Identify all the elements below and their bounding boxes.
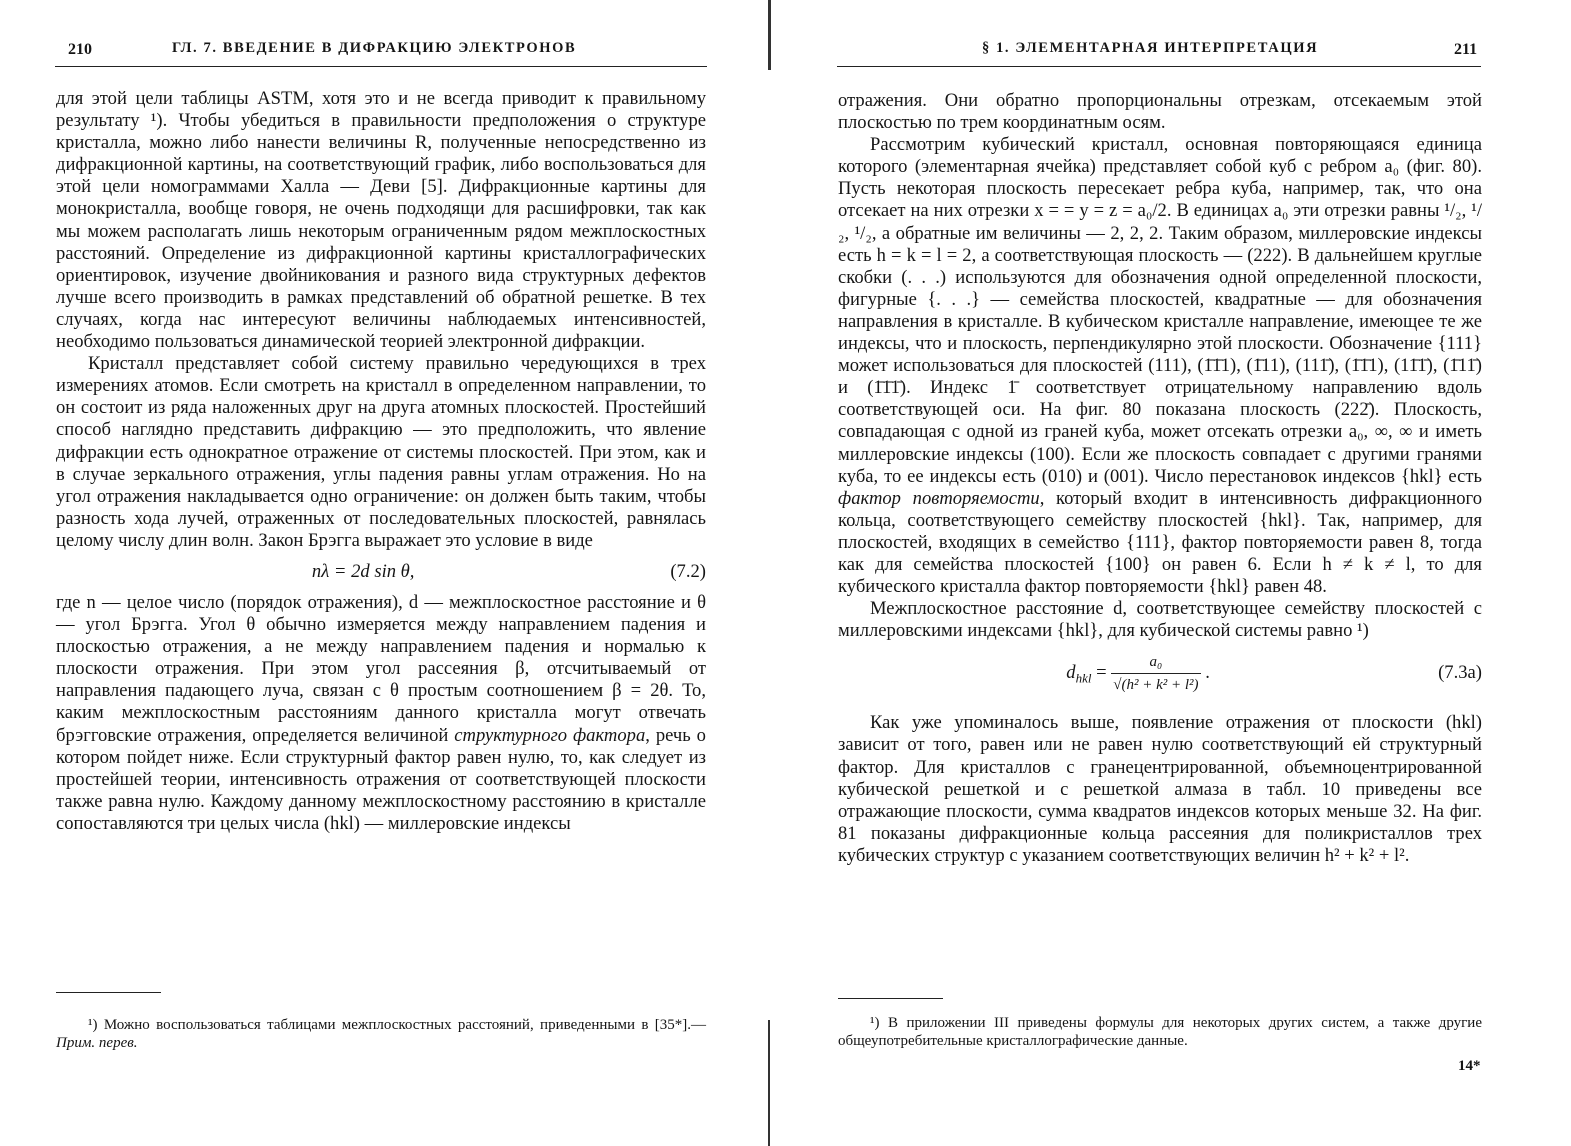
left-running-head: ГЛ. 7. ВВЕДЕНИЕ В ДИФРАКЦИЮ ЭЛЕКТРОНОВ <box>172 40 577 56</box>
repetition-factor-term: фактор повторяемости <box>838 487 1040 509</box>
right-paragraph-2: Рассмотрим кубический кристалл, основная повторяющаяся единица которого (элементарная ячейка) представляет собой куб с ребром a₀ (фиг. 80). Пусть некоторая плоскость пересекает ребра куба, например, так, что она отсекает на них отрезки x = = y = z = a₀/2. В единицах a₀ эти отрезки равны ¹/₂, ¹/₂, ¹/₂, а обратные им величины — 2, 2, 2. Таким образом, миллеровские индексы есть h = k = l = 2, а соответствующая плоскость — (222). В дальнейшем круглые скобки (. . .) используются для обозначения одной определенной плоскости, фигурные {. . .} — семейства плоскостей, квадратные — для обозначения направления в кристалле. В кубическом кристалле направление, имеющее те же индексы, что и плоскость, перпендикулярно этой плоскости. Обозначение {111} может использоваться для плоскостей (111), (1̄1̄1), (1̄11), (111̄), (1̄1̄1), (11̄1̄), (1̄11̄) и (1̄1̄1̄). Индекс 1̄ соответствует отрицательному направлению вдоль соответствующей оси. На фиг. 80 показана плоскость (222̄). Плоскость, совпадающая с одной из граней куба, может отсекать отрезки a₀, ∞, ∞ и иметь миллеровские индексы (100). Если же плоскость совпадает с другими гранями куба, то ее индексы есть (010) и (001). Число перестановок индексов {hkl} есть фактор повторяемости, который входит в интенсивность дифракционного кольца, соответствующего семейству плоскостей {hkl}. Так, например, для плоскостей, входящих в семейство {111}, фактор повторяемости равен 8, тогда как для семейства плоскостей {100} он равен 6. Если h ≠ k ≠ l, то для кубического кристалла фактор повторяемости {hkl} равен 48. <box>838 134 1482 598</box>
left-footnote: ¹) Можно воспользоваться таблицами межплоскостных расстояний, приведенными в [35*].— Прим. перев. <box>56 1017 706 1051</box>
right-body-text <box>838 90 1482 867</box>
right-paragraph-3: Межплоскостное расстояние d, соответствующее семейству плоскостей с миллеровскими индексами {hkl}, для кубической системы равно ¹) <box>838 598 1482 642</box>
equation-7-3a <box>838 642 1482 704</box>
left-body-text <box>56 88 706 835</box>
left-header-rule <box>55 66 707 67</box>
right-page-number: 211 <box>1454 41 1478 58</box>
left-page <box>0 0 770 1146</box>
right-footnote-rule <box>838 998 943 999</box>
signature-mark: 14* <box>1458 1058 1481 1074</box>
left-paragraph-2: Кристалл представляет собой систему правильно чередующихся в трех измерениях атомов. Если смотреть на кристалл в определенном направлении, то он состоит из ряда наложенных друг на друга атомных плоскостей. Простейший способ наглядно представить дифракцию — это предположить, что явление дифракции есть однократное отражение от системы плоскостей. При этом, как и в случае зеркального отражения, углы падения равны углам отражения. Но на угол отражения накладывается одно ограничение: он должен быть таким, чтобы разность хода лучей, отраженных от последовательных плоскостей, равнялась целому числу длин волн. Закон Брэгга выражает это условие в виде <box>56 353 706 551</box>
equation-7-2-number: (7.2) <box>670 560 706 582</box>
equation-7-2-expression: nλ = 2d sin θ, <box>311 560 415 582</box>
right-running-head: § 1. ЭЛЕМЕНТАРНАЯ ИНТЕРПРЕТАЦИЯ <box>982 40 1319 56</box>
left-paragraph-3: где n — целое число (порядок отражения), d — межплоскостное расстояние и θ — угол Брэгга. Угол θ обычно измеряется между направлением падения и плоскостью отражения, а не между направлением падения и нормалью к плоскости отражения. При этом угол рассеяния β, отсчитываемый от направления падающего луча, связан с θ простым соотношением β = 2θ. То, каким межплоскостным расстояниям данного кристалла могут отвечать брэгговские отражения, определяется величиной структурного фактора, речь о котором пойдет ниже. Если структурный фактор равен нулю, то, как следует из простейшей теории, интенсивность отражения от соответствующей плоскости также равна нулю. Каждому данному межплоскостному расстоянию в кристалле сопоставляются три целых числа (hkl) — миллеровские индексы <box>56 591 706 834</box>
equation-7-3a-expression: $d_{hkl}$ = $\frac{\text{a₀}}{\text{√(h² + k² + l²)}}$ . <box>838 651 1438 696</box>
right-footnote: ¹) В приложении III приведены формулы для некоторых других систем, а также другие общеупотребительные кристаллографические данные. <box>838 1015 1482 1049</box>
left-footnote-rule <box>56 992 161 993</box>
right-page <box>770 0 1571 1146</box>
equation-7-3a-number: (7.3a) <box>1438 662 1482 684</box>
left-page-number: 210 <box>68 41 92 58</box>
translator-note: Прим. перев. <box>56 1035 138 1051</box>
right-header-rule <box>837 66 1481 67</box>
right-paragraph-1: отражения. Они обратно пропорциональны отрезкам, отсекаемым этой плоскостью по трем координатным осям. <box>838 90 1482 134</box>
equation-fraction: $\frac{\text{a₀}}{\text{√(h² + k² + l²)}}$ <box>1111 651 1200 696</box>
left-paragraph-1: для этой цели таблицы ASTM, хотя это и не всегда приводит к правильному результату ¹). Чтобы убедиться в правильности предположения о структуре кристалла, можно либо нанести величины R, полученные непосредственно из дифракционной картины, на соответствующий график, либо воспользоваться для этой цели номограммами Халла — Деви [5]. Дифракционные картины для монокристалла, вообще говоря, не очень подходящи для расшифровки, так как мы можем располагать лишь некоторым ограниченным рядом межплоскостных расстояний. Определение из дифракционной картины кристаллографических ориентировок, изучение двойникования и разного вида структурных дефектов лучше всего производить в рамках представлений об обратной решетке. В тех случаях, когда нас интересуют величины наблюдаемых интенсивностей, необходимо пользоваться динамической теорией электронной дифракции. <box>56 88 706 353</box>
right-paragraph-4: Как уже упоминалось выше, появление отражения от плоскости (hkl) зависит от того, равен или не равен нулю соответствующий ей структурный фактор. Для кристаллов с гранецентрированной, объемноцентрированной кубической решеткой и с решеткой алмаза в табл. 10 приведены все отражающие плоскости, сумма квадратов индексов которых меньше 32. На фиг. 81 показаны дифракционные кольца рассеяния для поликристаллов трех кубических структур с указанием соответствующих величин h² + k² + l². <box>838 712 1482 866</box>
structure-factor-term: структурного фактора <box>454 724 646 746</box>
equation-7-2 <box>56 552 706 592</box>
